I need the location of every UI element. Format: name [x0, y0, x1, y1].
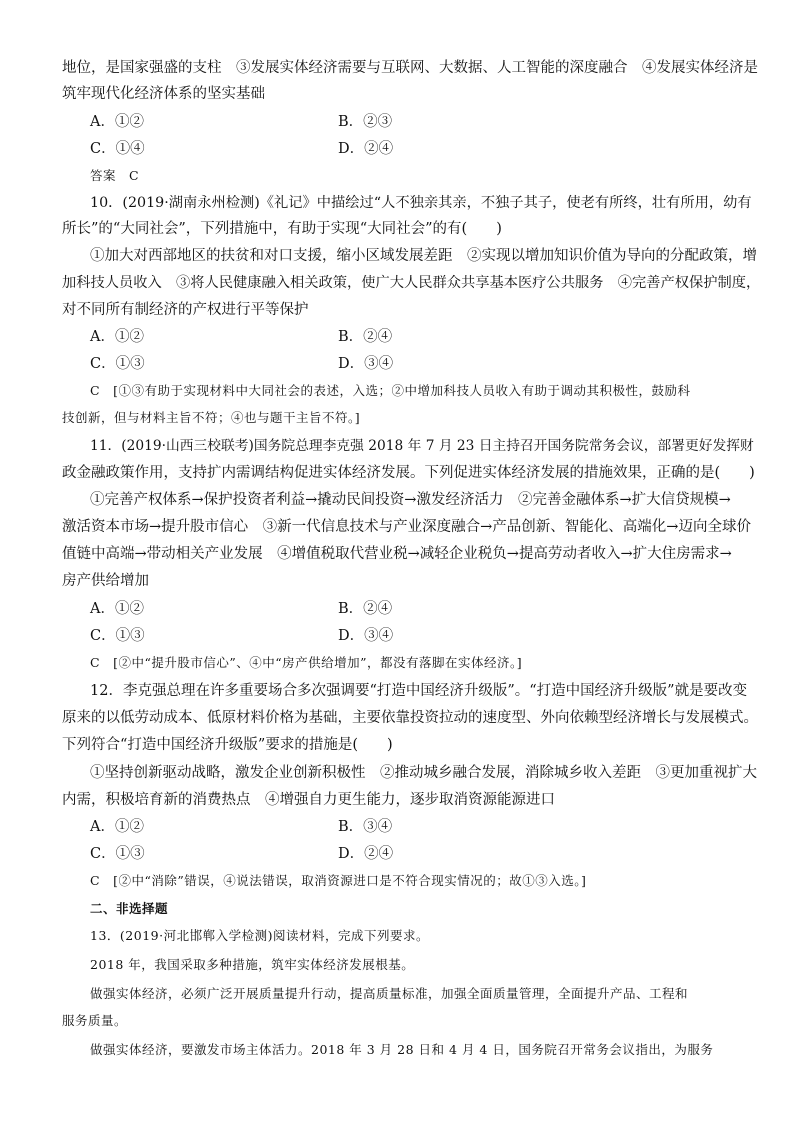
q12-option-a: A．①②	[90, 819, 144, 835]
q10-option-a: A．①②	[90, 329, 144, 345]
q11-items-line-1: ①完善产权体系→保护投资者利益→撬动民间投资→激发经济活力 ②完善金融体系→扩大信贷规模→	[90, 492, 731, 508]
q12-options-row-1	[0, 817, 794, 837]
q12-items-line-2: 内需，积极培育新的消费热点 ④增强自力更生能力，逐步取消资源能源进口	[62, 792, 555, 808]
q9-option-a: A．①②	[90, 114, 144, 130]
q12-stem-line-2: 原来的以低劳动成本、低原材料价格为基础，主要依靠投资拉动的速度型、外向依赖型经济增长与发展模式。	[62, 710, 758, 726]
q13-material-line-4: 做强实体经济，要激发市场主体活力。2018 年 3 月 28 日和 4 月 4 日，国务院召开常务会议指出，为服务	[90, 1042, 714, 1057]
q10-option-b: B．②④	[338, 329, 393, 345]
q11-option-d: D．③④	[338, 628, 394, 644]
q11-items-line-4: 房产供给增加	[62, 573, 149, 589]
q9-option-d: D．②④	[338, 141, 394, 157]
q10-items-line-2: 加科技人员收入 ③将人民健康融入相关政策，使广大人民群众共享基本医疗公共服务 ④完善产权保护制度，	[62, 275, 761, 291]
q10-explanation-line-2: 技创新，但与材料主旨不符；④也与题干主旨不符。]	[62, 410, 361, 425]
q10-items-line-3: 对不同所有制经济的产权进行平等保护	[62, 302, 309, 318]
q12-items-line-1: ①坚持创新驱动战略，激发企业创新积极性 ②推动城乡融合发展，消除城乡收入差距 ③更加重视扩大	[90, 765, 757, 781]
q13-material-line-2: 做强实体经济，必须广泛开展质量提升行动，提高质量标准，加强全面质量管理，全面提升产品、工程和	[90, 986, 689, 1001]
q12-option-d: D．②④	[338, 846, 394, 862]
q11-stem-line-1: 11．(2019·山西三校联考)国务院总理李克强 2018 年 7 月 23 日主持召开国务院常务会议，部署更好发挥财	[90, 438, 754, 454]
q9-continuation-line-1: 地位，是国家强盛的支柱 ③发展实体经济需要与互联网、大数据、人工智能的深度融合 ④发展实体经济是	[62, 60, 758, 76]
q11-items-line-3: 值链中高端→带动相关产业发展 ④增值税取代营业税→减轻企业税负→提高劳动者收入→扩大住房需求→	[62, 546, 732, 562]
q10-stem-line-2: 所长”的“大同社会”，下列措施中，有助于实现“大同社会”的有( )	[62, 221, 502, 237]
q10-option-c: C．①③	[90, 356, 145, 372]
q12-option-c: C．①③	[90, 846, 145, 862]
q11-option-b: B．②④	[338, 601, 393, 617]
q12-stem-line-3: 下列符合“打造中国经济升级版”要求的措施是( )	[62, 737, 393, 753]
q10-options-row-2	[0, 354, 794, 374]
q12-option-b: B．③④	[338, 819, 393, 835]
q10-option-d: D．③④	[338, 356, 394, 372]
q10-explanation-line-1: C [①③有助于实现材料中大同社会的表述，入选；②中增加科技人员收入有助于调动其积极性，鼓励科	[90, 383, 691, 398]
q12-explanation: C [②中“消除”错误，④说法错误，取消资源进口是不符合现实情况的；故①③入选。]	[90, 873, 587, 888]
q12-stem-line-1: 12．李克强总理在许多重要场合多次强调要“打造中国经济升级版”。“打造中国经济升级版”就是要改变	[90, 683, 748, 699]
section-heading-non-choice: 二、非选择题	[90, 901, 169, 916]
q11-options-row-1	[0, 599, 794, 619]
q13-stem: 13．(2019·河北邯郸入学检测)阅读材料，完成下列要求。	[90, 928, 429, 943]
q12-options-row-2	[0, 844, 794, 864]
q13-material-line-1: 2018 年，我国采取多种措施，筑牢实体经济发展根基。	[90, 957, 415, 972]
q9-option-c: C．①④	[90, 141, 145, 157]
q9-options-row-1	[0, 112, 794, 132]
q11-option-c: C．①③	[90, 628, 145, 644]
q10-stem-line-1: 10．(2019·湖南永州检测)《礼记》中描绘过“人不独亲其亲，不独子其子，使老有所终，壮有所用，幼有	[90, 195, 752, 211]
q11-stem-line-2: 政金融政策作用，支持扩内需调结构促进实体经济发展。下列促进实体经济发展的措施效果，正确的是( )	[62, 465, 755, 481]
q9-continuation-line-2: 筑牢现代化经济体系的坚实基础	[62, 86, 265, 102]
q11-explanation: C [②中“提升股市信心”、④中“房产供给增加”，都没有落脚在实体经济。]	[90, 655, 523, 670]
q11-options-row-2	[0, 626, 794, 646]
q10-items-line-1: ①加大对西部地区的扶贫和对口支援，缩小区域发展差距 ②实现以增加知识价值为导向的分配政策，增	[90, 248, 757, 264]
q9-option-b: B．②③	[338, 114, 393, 130]
q11-items-line-2: 激活资本市场→提升股市信心 ③新一代信息技术与产业深度融合→产品创新、智能化、高端化→迈向全球价	[62, 519, 751, 535]
q10-options-row-1	[0, 327, 794, 347]
q9-options-row-2	[0, 139, 794, 159]
q11-option-a: A．①②	[90, 601, 144, 617]
q13-material-line-3: 服务质量。	[62, 1013, 128, 1028]
q9-answer: 答案 C	[90, 168, 140, 183]
